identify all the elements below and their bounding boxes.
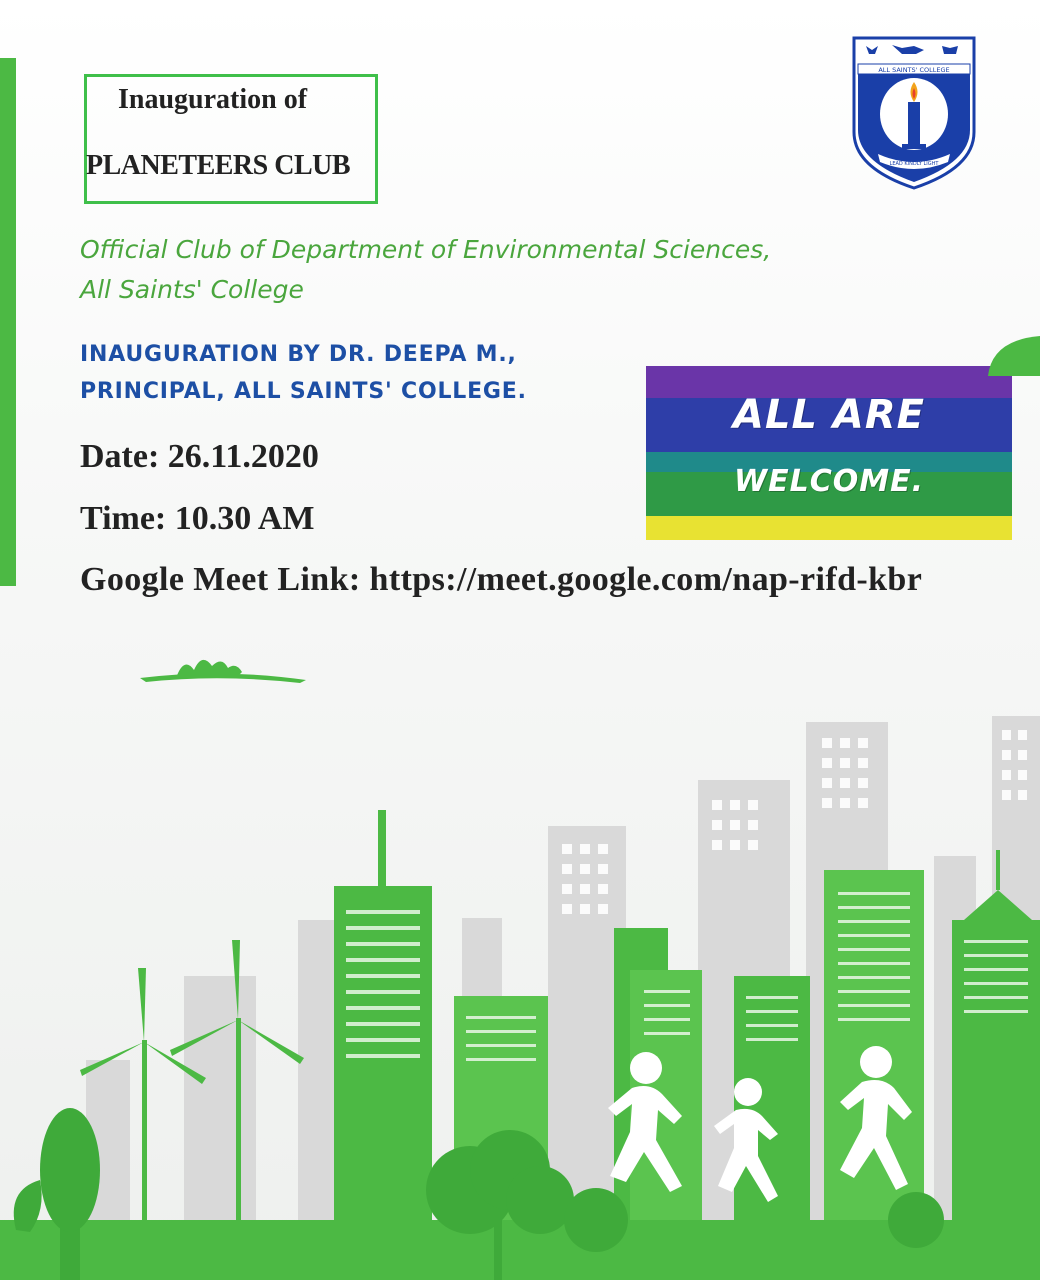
band-yellow [646,516,1012,540]
title-line-2: PLANETEERS CLUB [86,150,351,181]
event-date: Date: 26.11.2020 [80,438,319,475]
welcome-line-1: ALL ARE [733,392,925,438]
welcome-line-2: WELCOME. [734,464,924,499]
inauguration-line-2: PRINCIPAL, ALL SAINTS' COLLEGE. [80,379,527,404]
inauguration-line-1: INAUGURATION BY DR. DEEPA M., [80,342,517,367]
subtitle-line-1: Official Club of Department of Environmental Sciences, [80,235,772,264]
title-line-1: Inauguration of [118,84,308,115]
college-crest-icon [852,36,976,190]
green-city-illustration [0,630,1040,1280]
event-time: Time: 10.30 AM [80,500,315,537]
grass-island-icon [140,660,306,683]
left-accent-bar [0,58,16,586]
inaugurated-by [80,336,620,410]
subtitle-line-2: All Saints' College [80,275,304,304]
google-meet-link[interactable]: Google Meet Link: https://meet.google.com/nap-rifd-kbr [80,561,923,598]
crest-motto-text: LEAD KINDLY LIGHT [889,161,939,167]
crest-banner-text: ALL SAINTS' COLLEGE [878,66,950,74]
green-leaf-icon [988,336,1040,376]
official-club-subtitle [80,230,840,310]
all-are-welcome-banner [646,366,1012,540]
